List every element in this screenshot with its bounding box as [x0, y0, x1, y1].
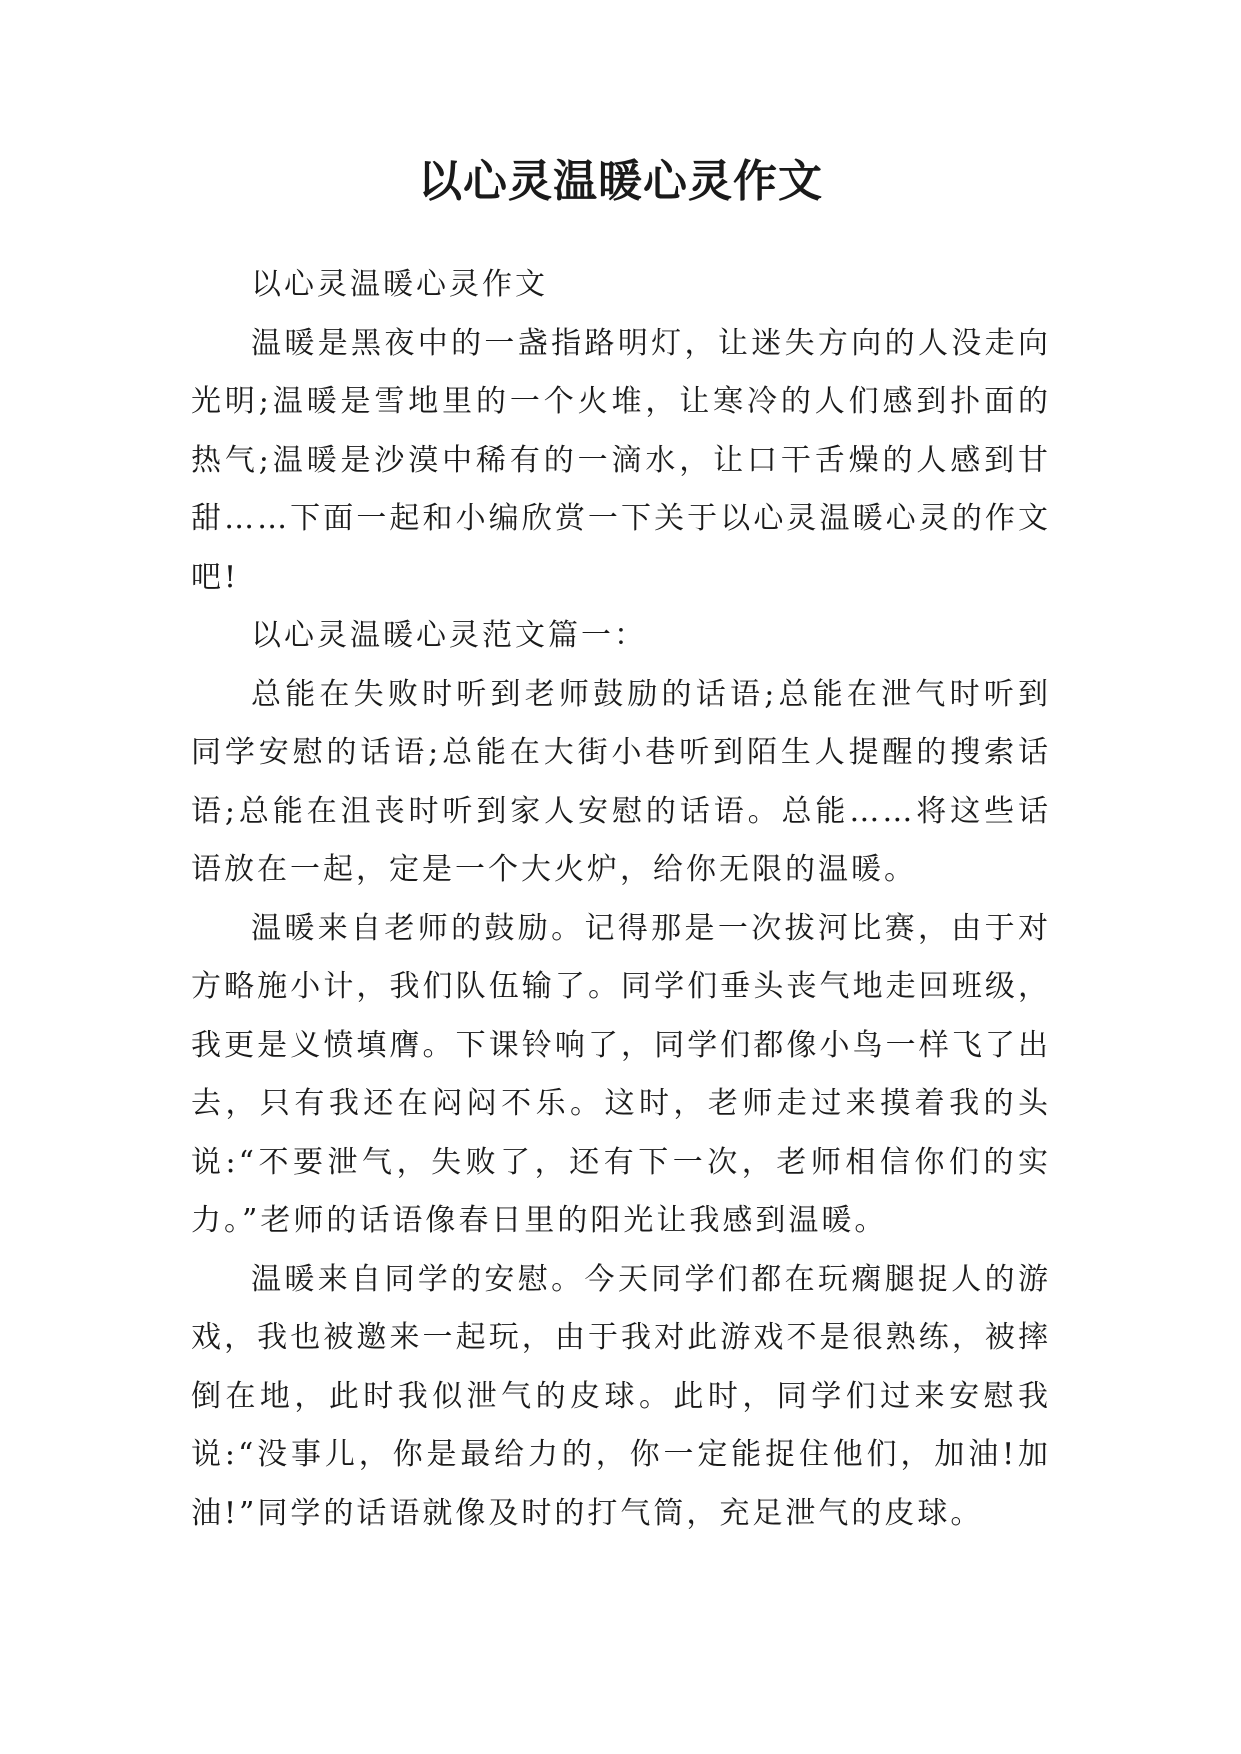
paragraph-subtitle: 以心灵温暖心灵作文	[251, 267, 548, 302]
paragraph-intro: 温暖是黑夜中的一盏指路明灯，让迷失方向的人没走向光明;温暖是雪地里的一个火堆，让寒冷的人们感到扑面的热气;温暖是沙漠中稀有的一滴水，让口干舌燥的人感到甘甜……下面一起和小编欣赏一下关于以心灵温暖心灵的作文吧!	[191, 325, 1051, 595]
paragraph-body-1: 总能在失败时听到老师鼓励的话语;总能在泄气时听到同学安慰的话语;总能在大街小巷听到陌生人提醒的搜索话语;总能在沮丧时听到家人安慰的话语。总能……将这些话语放在一起，定是一个大火炉，给你无限的温暖。	[191, 676, 1051, 887]
paragraph-body-3: 温暖来自同学的安慰。今天同学们都在玩瘸腿捉人的游戏，我也被邀来一起玩，由于我对此游戏不是很熟练，被摔倒在地，此时我似泄气的皮球。此时，同学们过来安慰我说:“没事儿，你是最给力的，你一定能捉住他们，加油!加油!”同学的话语就像及时的打气筒，充足泄气的皮球。	[191, 1261, 1051, 1531]
document-title: 以心灵温暖心灵作文	[418, 156, 823, 207]
document-body	[191, 256, 1051, 1543]
paragraph-body-2: 温暖来自老师的鼓励。记得那是一次拔河比赛，由于对方略施小计，我们队伍输了。同学们垂头丧气地走回班级，我更是义愤填膺。下课铃响了，同学们都像小鸟一样飞了出去，只有我还在闷闷不乐。这时，老师走过来摸着我的头说:“不要泄气，失败了，还有下一次，老师相信你们的实力。”老师的话语像春日里的阳光让我感到温暖。	[191, 910, 1051, 1238]
paragraph-section-heading: 以心灵温暖心灵范文篇一：	[251, 618, 647, 653]
